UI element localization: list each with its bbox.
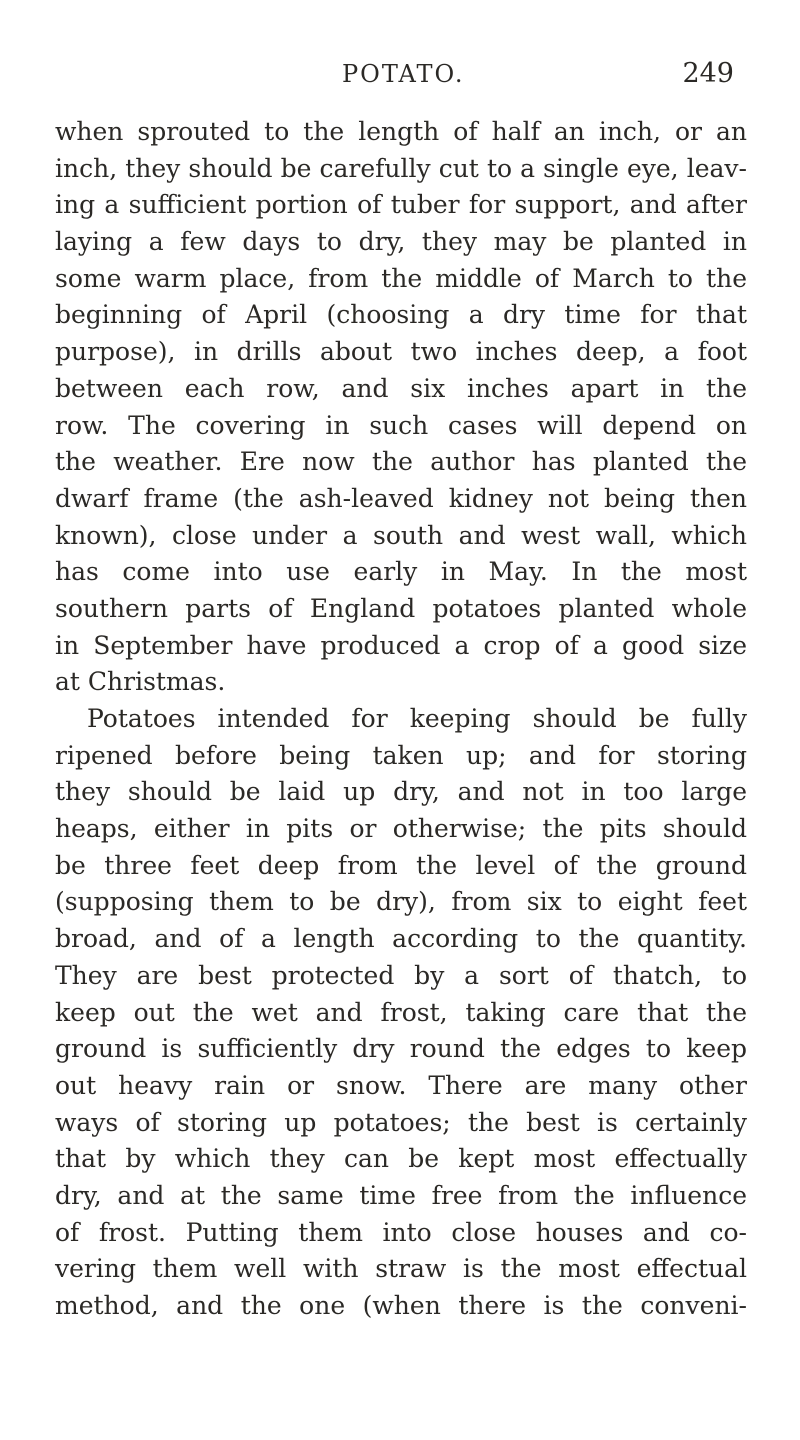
running-head (56, 54, 744, 94)
text-line: known), close under a south and west wall, which (55, 520, 747, 550)
text-line: They are best protected by a sort of thatch, to (55, 960, 747, 990)
text-line: ways of storing up potatoes; the best is certainly (55, 1107, 747, 1137)
text-line: dry, and at the same time free from the influence (55, 1180, 747, 1210)
text-line: ripened before being taken up; and for storing (55, 740, 747, 770)
text-line: (supposing them to be dry), from six to eight feet (55, 887, 747, 917)
text-line: at Christmas. (55, 667, 226, 697)
text-line: vering them well with straw is the most effectual (55, 1254, 747, 1284)
text-line: broad, and of a length according to the quantity. (55, 924, 747, 954)
text-line: ground is sufficiently dry round the edges to keep (55, 1034, 747, 1064)
running-title: POTATO. (342, 60, 465, 88)
body-text (55, 114, 747, 1325)
text-line: beginning of April (choosing a dry time for that (55, 300, 747, 330)
text-line: of frost. Putting them into close houses and co- (55, 1217, 747, 1247)
text-line: heaps, either in pits or otherwise; the pits should (55, 814, 747, 844)
text-line: some warm place, from the middle of March to the (55, 263, 747, 293)
text-line: out heavy rain or snow. There are many other (55, 1070, 747, 1100)
text-line: keep out the wet and frost, taking care that the (55, 997, 747, 1027)
text-line: row. The covering in such cases will depend on (55, 410, 747, 440)
text-line: in September have produced a crop of a good size (55, 630, 747, 660)
text-line: they should be laid up dry, and not in too large (55, 777, 747, 807)
text-line: when sprouted to the length of half an inch, or an (55, 117, 747, 146)
text-line: southern parts of England potatoes planted whole (55, 593, 747, 623)
text-line: between each row, and six inches apart in the (55, 373, 747, 403)
text-line: dwarf frame (the ash-leaved kidney not being then (55, 483, 747, 513)
text-line: be three feet deep from the level of the ground (55, 850, 747, 880)
text-line: laying a few days to dry, they may be planted in (55, 227, 747, 257)
text-line: purpose), in drills about two inches deep, a foot (55, 337, 747, 367)
text-line: Potatoes intended for keeping should be fully (87, 704, 747, 733)
text-line: method, and the one (when there is the conveni- (55, 1291, 747, 1320)
text-line: ing a sufficient portion of tuber for support, and after (55, 190, 747, 220)
text-line: has come into use early in May. In the most (55, 557, 747, 587)
page-number: 249 (682, 58, 734, 89)
text-line: the weather. Ere now the author has planted the (55, 447, 747, 477)
text-line: inch, they should be carefully cut to a single eye, leav- (55, 153, 747, 183)
text-line: that by which they can be kept most effectually (55, 1144, 747, 1174)
